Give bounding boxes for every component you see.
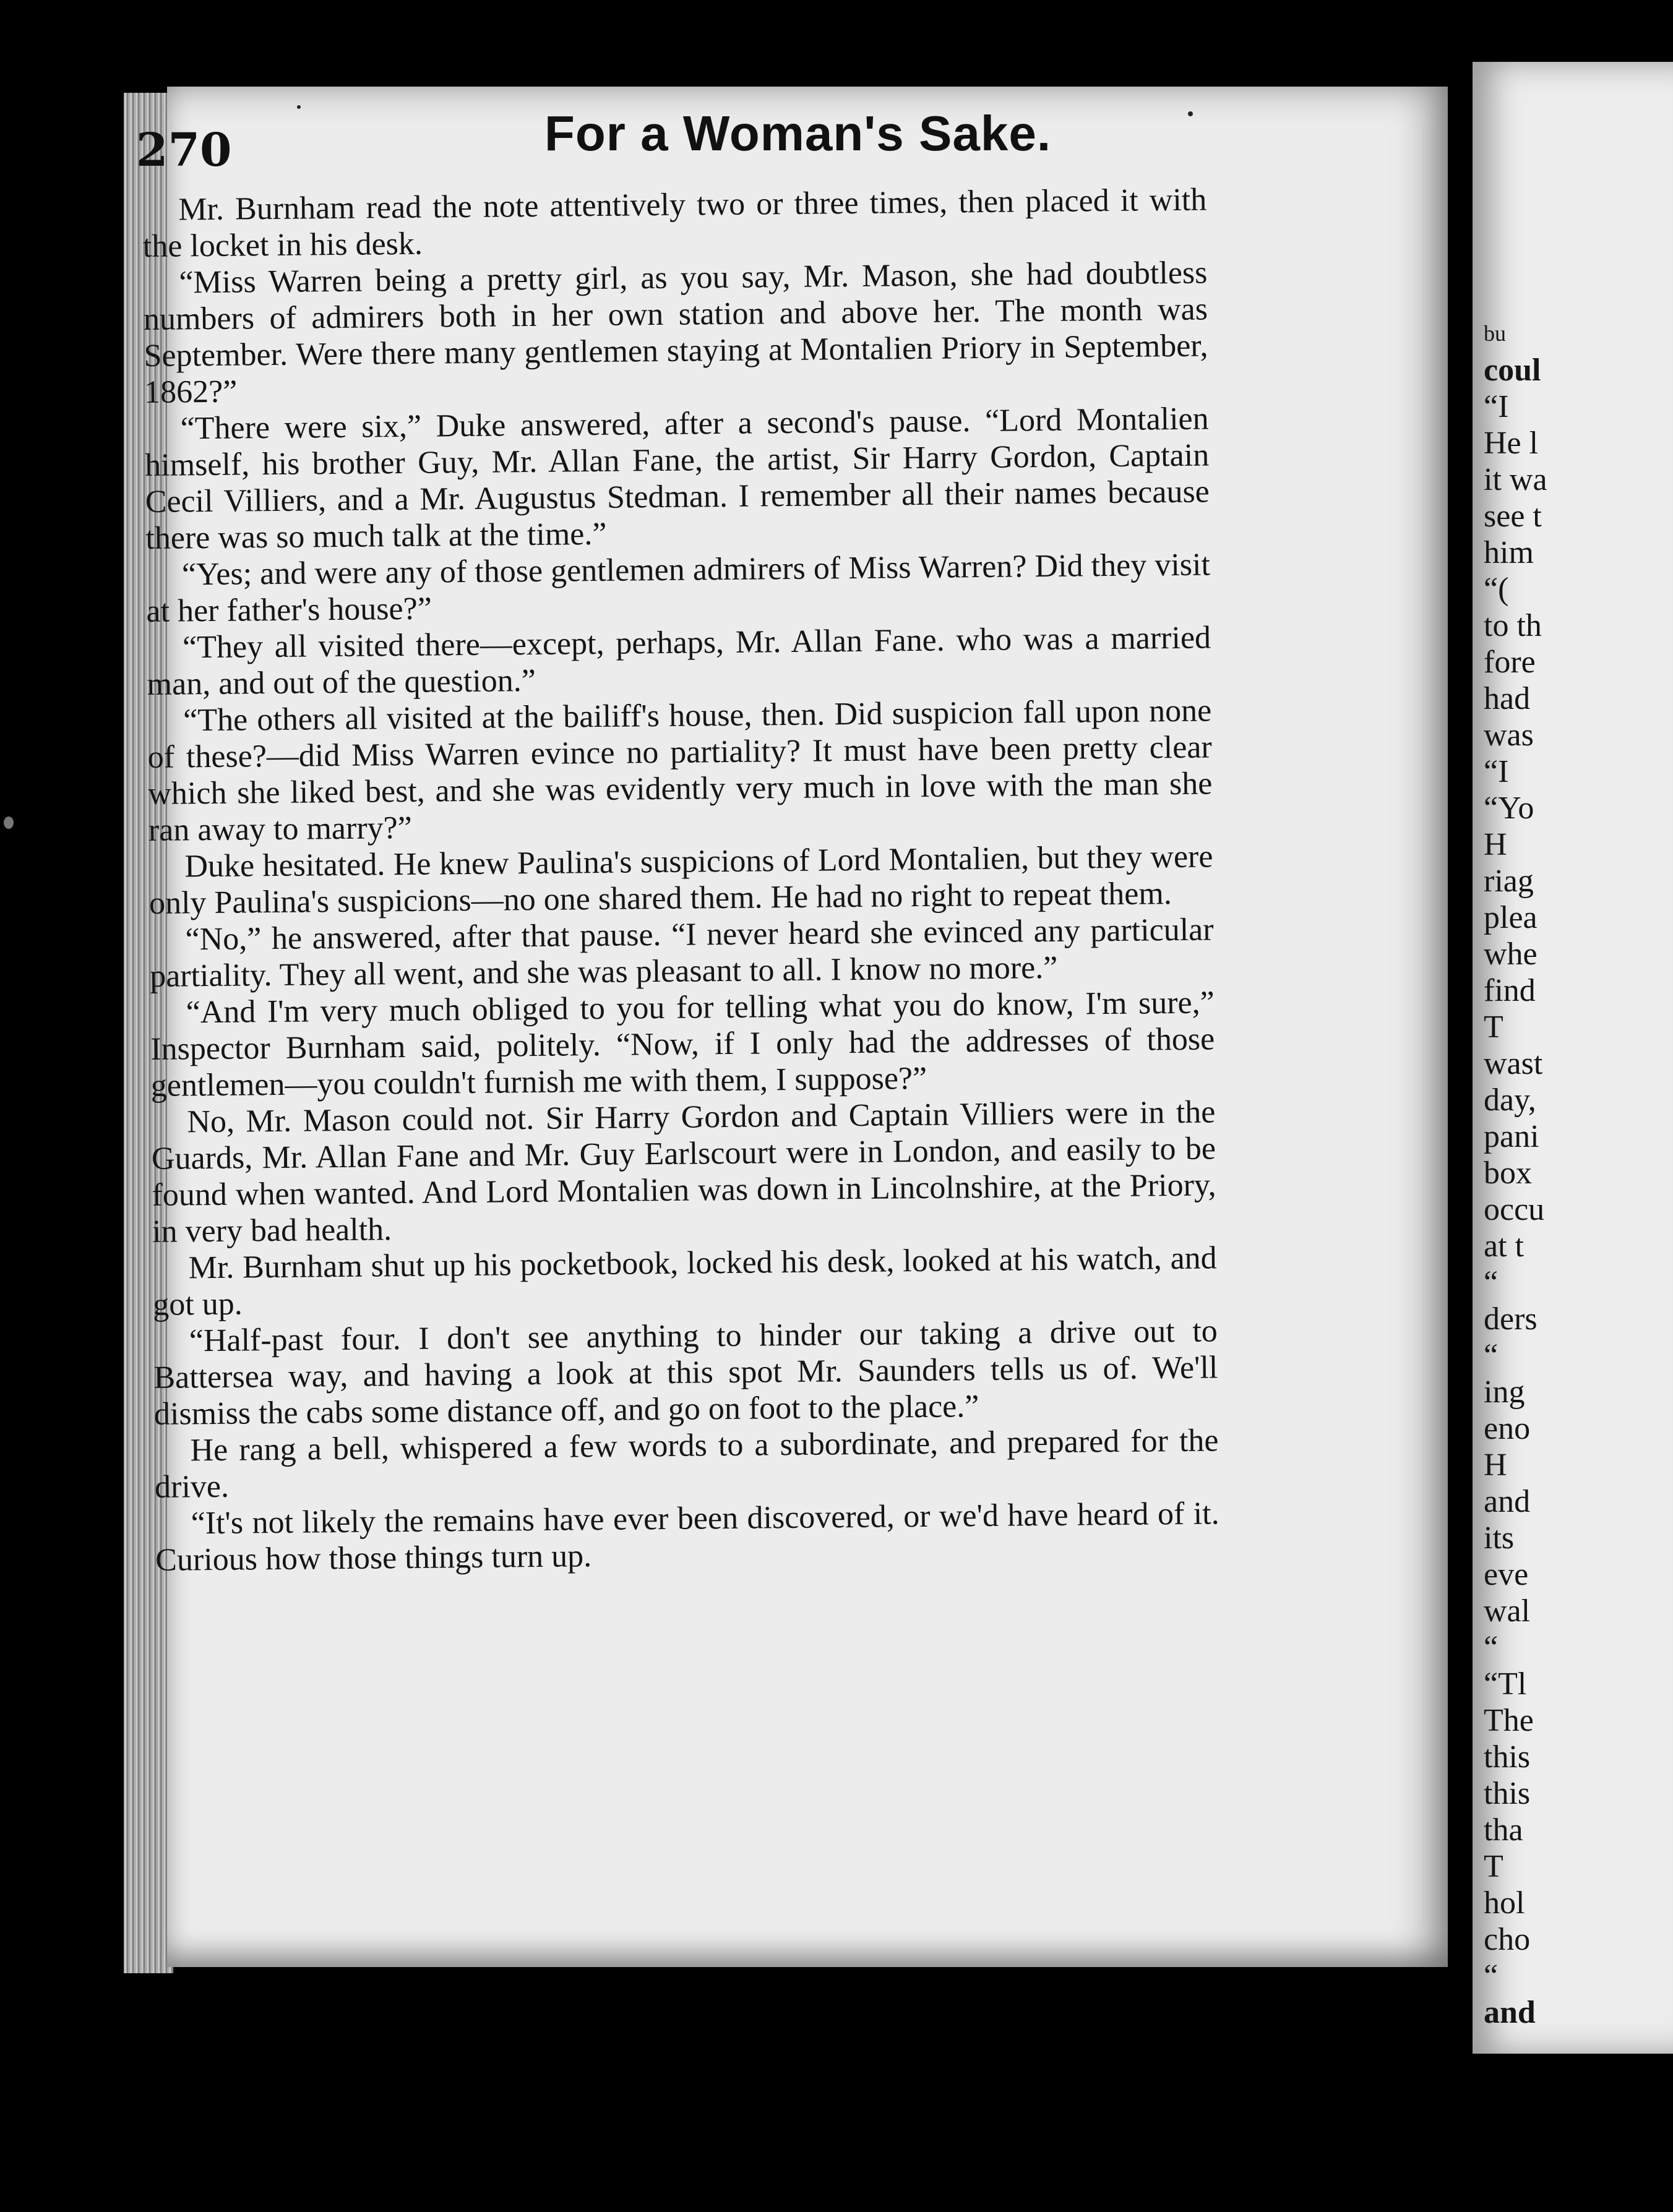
right-line: “ xyxy=(1484,1338,1499,1373)
right-line: pani xyxy=(1484,1119,1539,1154)
paragraph: “No,” he answered, after that pause. “I never heard she evinced any particular partiality. They all went, and she was pleasant to all. I know no more.” xyxy=(149,912,1214,994)
scan-speck xyxy=(297,105,301,109)
right-line: T xyxy=(1484,1010,1503,1045)
right-line: tha xyxy=(1484,1812,1523,1848)
right-line: ders xyxy=(1484,1301,1538,1337)
right-line: this xyxy=(1484,1776,1531,1811)
scan-speck xyxy=(4,817,14,829)
right-line: H xyxy=(1484,1447,1507,1483)
right-line: The xyxy=(1484,1703,1534,1738)
right-line: this xyxy=(1484,1739,1531,1775)
paragraph: “They all visited there—except, perhaps, Mr. Allan Fane. who was a married man, and out of the question.” xyxy=(147,620,1211,702)
paragraph: “Half-past four. I don't see anything to hinder our taking a drive out to Battersea way, and having a look at this spot Mr. Saunders tells us of. We'll dismiss the cabs some distance off, and go on foot to the place.” xyxy=(153,1313,1218,1432)
page-number: 270 xyxy=(136,124,232,177)
body-text xyxy=(142,181,1219,1578)
right-line: H xyxy=(1484,827,1507,862)
right-line: coul xyxy=(1484,353,1541,388)
right-line: ing xyxy=(1484,1374,1525,1410)
right-line: occu xyxy=(1484,1192,1545,1227)
right-page-text xyxy=(1484,315,1673,2031)
right-line: “I xyxy=(1484,754,1509,789)
right-line: see t xyxy=(1484,499,1542,534)
paragraph: “There were six,” Duke answered, after a second's pause. “Lord Montalien himself, his brother Guy, Mr. Allan Fane, the artist, Sir Harry Gordon, Captain Cecil Villiers, and a Mr. Augustus Stedman. I remember all their names because there was so much talk at the time.” xyxy=(144,401,1210,556)
scan-speck xyxy=(1188,111,1193,116)
paragraph: “It's not likely the remains have ever been discovered, or we'd have heard of it. Curious how those things turn up. xyxy=(155,1496,1219,1578)
right-line: its xyxy=(1484,1520,1515,1556)
paragraph: No, Mr. Mason could not. Sir Harry Gordon and Captain Villiers were in the Guards, Mr. Allan Fane and Mr. Guy Earlscourt were in London, and easily to be found when wanted. And Lord Montalien was down in Lincolnshire, at the Priory, in very bad health. xyxy=(151,1094,1216,1250)
right-line: “ xyxy=(1484,1265,1499,1300)
right-line: whe xyxy=(1484,937,1538,972)
right-line: to th xyxy=(1484,608,1542,643)
paragraph: “Yes; and were any of those gentlemen admirers of Miss Warren? Did they visit at her father's house?” xyxy=(146,547,1211,629)
right-line: eve xyxy=(1484,1557,1529,1592)
right-line: “ xyxy=(1484,1958,1499,1994)
right-line: wast xyxy=(1484,1046,1543,1081)
right-line: bu xyxy=(1484,321,1506,346)
right-line: wal xyxy=(1484,1593,1531,1629)
right-line: cho xyxy=(1484,1922,1531,1957)
right-line: had xyxy=(1484,681,1531,716)
right-line: “I xyxy=(1484,389,1509,424)
running-head xyxy=(136,105,1349,192)
right-line: and xyxy=(1484,1484,1531,1519)
right-line: day, xyxy=(1484,1082,1536,1118)
paragraph: “The others all visited at the bailiff's house, then. Did suspicion fall upon none of these?—did Miss Warren evince no partiality? It must have been pretty clear which she liked best, and she was evidently very much in love with the man she ran away to marry?” xyxy=(147,693,1213,848)
right-line: “( xyxy=(1484,572,1509,607)
right-line: at t xyxy=(1484,1228,1524,1264)
right-line: him xyxy=(1484,535,1534,570)
paragraph: Mr. Burnham shut up his pocketbook, locked his desk, looked at his watch, and got up. xyxy=(153,1240,1217,1322)
paragraph: Duke hesitated. He knew Paulina's suspicions of Lord Montalien, but they were only Paulina's suspicions—no one shared them. He had no right to repeat them. xyxy=(148,839,1213,921)
right-line: find xyxy=(1484,973,1536,1008)
running-title: For a Woman's Sake. xyxy=(544,106,1052,161)
right-page xyxy=(1473,62,1673,2054)
right-line: “ xyxy=(1484,1630,1499,1665)
paragraph: He rang a bell, whispered a few words to a subordinate, and prepared for the drive. xyxy=(154,1423,1219,1505)
paragraph: “And I'm very much obliged to you for telling what you do know, I'm sure,” Inspector Burnham said, politely. “Now, if I only had the addresses of those gentlemen—you couldn't furnish me with them, I suppose?” xyxy=(150,985,1215,1104)
right-line: T xyxy=(1484,1849,1503,1884)
right-line: was xyxy=(1484,718,1534,753)
right-line: box xyxy=(1484,1155,1532,1191)
right-line: “Yo xyxy=(1484,791,1534,826)
right-line: eno xyxy=(1484,1411,1531,1446)
paragraph: Mr. Burnham read the note attentively two or three times, then placed it with the locket in his desk. xyxy=(142,182,1207,264)
right-line: “Tl xyxy=(1484,1666,1527,1702)
right-line: and xyxy=(1484,1995,1536,2030)
paragraph: “Miss Warren being a pretty girl, as you say, Mr. Mason, she had doubtless numbers of admirers both in her own station and above her. The month was September. Were there many gentlemen staying at Montalien Priory in September, 1862?” xyxy=(143,255,1208,410)
right-line: it wa xyxy=(1484,462,1547,497)
right-line: He l xyxy=(1484,426,1539,461)
right-line: plea xyxy=(1484,900,1538,935)
right-line: riag xyxy=(1484,864,1534,899)
book-gutter xyxy=(1448,68,1473,2047)
right-line: fore xyxy=(1484,645,1536,680)
right-line: hol xyxy=(1484,1885,1525,1921)
